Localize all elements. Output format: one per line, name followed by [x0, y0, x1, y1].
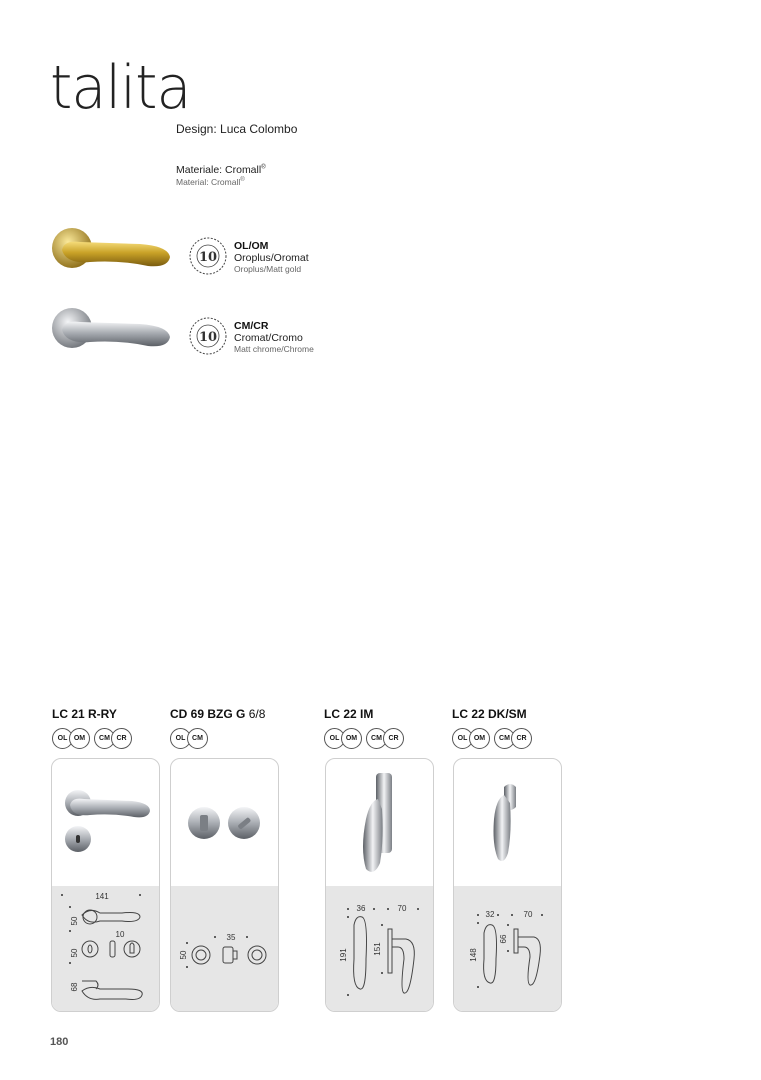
product-code: CD 69 BZG G 6/8	[170, 707, 266, 721]
dimension-label: 191	[339, 948, 348, 962]
finish-name-english: Oroplus/Matt gold	[234, 264, 302, 274]
product-card	[453, 758, 562, 1012]
finish-code: CM/CR	[234, 320, 269, 332]
finish-chrome	[234, 320, 314, 354]
product-illustration	[171, 759, 277, 1010]
finish-badge: CM	[187, 728, 208, 749]
material-italian: Materiale: Cromall®	[176, 164, 266, 176]
dimension-label: 50	[70, 948, 79, 958]
material-english: Material: Cromall®	[176, 177, 245, 187]
dimension-label: 50	[70, 916, 79, 926]
product-card	[51, 758, 160, 1012]
product-card	[170, 758, 279, 1012]
finish-badge: CR	[111, 728, 132, 749]
product-illustration	[52, 759, 158, 1010]
product-code: LC 22 DK/SM	[452, 707, 527, 721]
product-code: LC 22 IM	[324, 707, 374, 721]
product-code: LC 21 R-RY	[52, 707, 117, 721]
finish-badge: OM	[69, 728, 90, 749]
finish-badge: OL	[324, 728, 345, 749]
finish-badges	[452, 728, 532, 749]
warranty-seal-icon	[188, 316, 228, 356]
dimension-label: 32	[485, 910, 495, 919]
finish-badge: CR	[511, 728, 532, 749]
dimension-label: 36	[356, 904, 366, 913]
product-card	[325, 758, 434, 1012]
product-illustration	[326, 759, 432, 1010]
finish-badge: CR	[383, 728, 404, 749]
dimension-label: 70	[523, 910, 533, 919]
finish-badge: CM	[494, 728, 515, 749]
finish-badges	[324, 728, 404, 749]
dimension-label: 148	[469, 948, 478, 962]
finish-badge: OM	[469, 728, 490, 749]
finish-badge: OL	[52, 728, 73, 749]
finish-badges	[170, 728, 208, 749]
finish-badge: OL	[170, 728, 191, 749]
dimension-label: 68	[70, 982, 79, 992]
chrome-handle-image	[50, 304, 172, 354]
dimension-label: 141	[95, 892, 109, 901]
finish-gold	[234, 240, 309, 274]
dimension-label: 70	[397, 904, 407, 913]
page-number: 180	[50, 1036, 69, 1048]
finish-badges	[52, 728, 132, 749]
seal-number: 10	[198, 330, 218, 345]
finish-code: OL/OM	[234, 240, 269, 252]
warranty-seal-icon	[188, 236, 228, 276]
seal-number: 10	[198, 250, 218, 265]
dimension-label: 35	[226, 933, 236, 942]
finish-name-italian: Oroplus/Oromat	[234, 252, 309, 264]
gold-handle-image	[50, 224, 172, 274]
finish-badge: CM	[94, 728, 115, 749]
finish-badge: CM	[366, 728, 387, 749]
product-illustration	[454, 759, 560, 1010]
dimension-label: 66	[499, 934, 508, 944]
page-title: talita	[50, 53, 191, 123]
finish-badge: OM	[341, 728, 362, 749]
finish-name-english: Matt chrome/Chrome	[234, 344, 314, 354]
dimension-label: 151	[373, 942, 382, 956]
dimension-label: 10	[115, 930, 125, 939]
dimension-label: 50	[179, 950, 188, 960]
finish-name-italian: Cromat/Cromo	[234, 332, 303, 344]
designer-credit: Design: Luca Colombo	[176, 122, 298, 136]
finish-badge: OL	[452, 728, 473, 749]
